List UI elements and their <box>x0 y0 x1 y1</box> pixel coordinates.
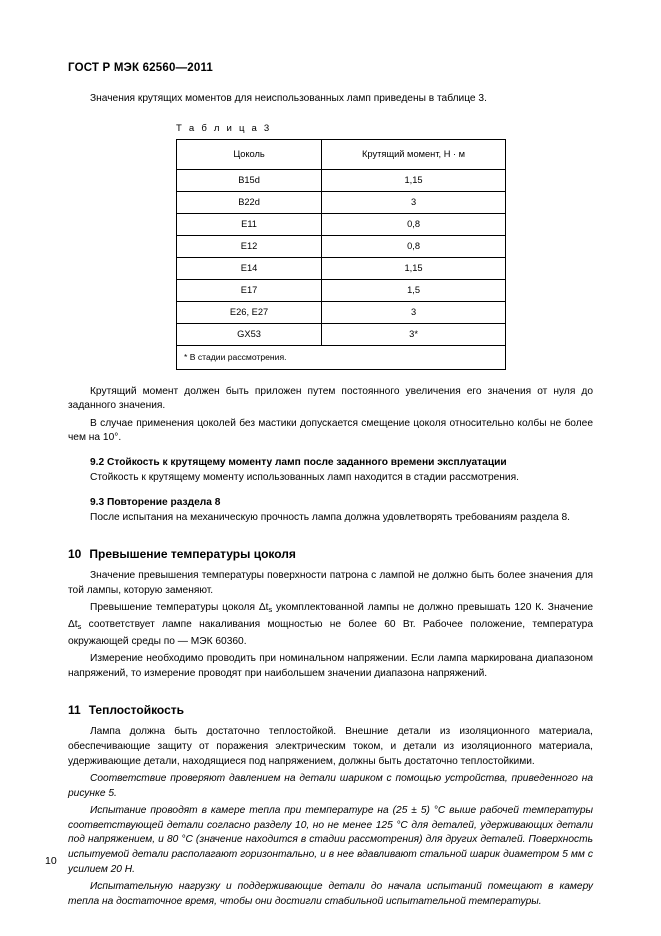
table-row <box>177 213 506 235</box>
table-row <box>177 257 506 279</box>
paragraph-11-1: Лампа должна быть достаточно теплостойкой. Внешние детали из изоляционного материала, обеспечивающие защиту от поражения электрическим током, и детали из изоляционного материала, удерживающие детали, находящиеся под напряжением, должны быть достаточно теплостойкими. <box>68 726 593 767</box>
cell-torque: 1,15 <box>322 169 506 191</box>
table-row <box>177 169 506 191</box>
cell-socket: E11 <box>177 213 322 235</box>
paragraph-10-2 <box>68 601 593 649</box>
paragraph-11-2: Соответствие проверяют давлением на детали шариком с помощью устройства, приведенного на рисунке 5. <box>68 773 593 799</box>
page-content <box>68 92 593 909</box>
p10-2-part-c: соответствует лампе накаливания мощностью не более 60 Вт. Рабочее положение, температура окружающей среды по — МЭК 60360. <box>68 618 593 647</box>
cell-socket: E14 <box>177 257 322 279</box>
table-row <box>177 279 506 301</box>
p10-2-part-a: Превышение температуры цоколя Δt <box>90 602 269 614</box>
cell-torque: 3 <box>322 191 506 213</box>
paragraph-9-3: После испытания на механическую прочность лампа должна удовлетворять требованиям раздела 8. <box>90 511 570 523</box>
p10-2-part-b: укомплектованной лампы не должно превышать 120 К. Значение Δt <box>68 602 593 630</box>
cell-torque: 3* <box>322 323 506 345</box>
section-11-title: Теплостойкость <box>88 703 185 718</box>
cell-socket: GX53 <box>177 323 322 345</box>
table-header-row <box>177 139 506 169</box>
cell-torque: 0,8 <box>322 235 506 257</box>
page-number: 10 <box>45 855 57 867</box>
table-row <box>177 301 506 323</box>
p10-2-subscript-2: s <box>77 621 82 631</box>
heading-section-11 <box>68 703 593 717</box>
cell-torque: 3 <box>322 301 506 323</box>
paragraph-11-3: Испытание проводят в камере тепла при температуре на (25 ± 5) °С выше рабочей температуры соответствующей детали согласно разделу 10, но не менее 125 °С для деталей, удерживающих детали под напряжением, и 80 °С (значение находится в стадии рассмотрения) для других деталей. Поверхность испытуемой детали располагают горизонтально, и в нее вдавливают стальной шарик диаметром 5 мм с усилием 20 Н. <box>68 805 593 875</box>
paragraph-9-2: Стойкость к крутящему моменту использованных ламп находится в стадии рассмотрения. <box>90 471 519 483</box>
page-header: ГОСТ Р МЭК 62560—2011 <box>68 62 214 74</box>
paragraph-10-1: Значение превышения температуры поверхности патрона с лампой не должно быть более значения для той лампы, которую заменяют. <box>68 570 593 596</box>
table-row <box>177 191 506 213</box>
p10-2-subscript-1: s <box>268 605 273 615</box>
column-header-torque: Крутящий момент, Н · м <box>322 139 506 169</box>
section-10-title: Превышение температуры цоколя <box>89 547 296 562</box>
heading-section-10 <box>68 547 593 561</box>
section-11-number: 11 <box>68 703 81 718</box>
table-row <box>177 235 506 257</box>
column-header-socket: Цоколь <box>177 139 322 169</box>
paragraph-no-mastic: В случае применения цоколей без мастики допускается смещение цоколя относительно колбы не более чем на 10°. <box>68 417 593 444</box>
cell-socket: E12 <box>177 235 322 257</box>
cell-torque: 1,15 <box>322 257 506 279</box>
torque-table <box>176 139 506 370</box>
section-10-number: 10 <box>68 547 82 562</box>
cell-socket: B22d <box>177 191 322 213</box>
cell-torque: 1,5 <box>322 279 506 301</box>
cell-torque: 0,8 <box>322 213 506 235</box>
intro-paragraph: Значения крутящих моментов для неиспользованных ламп приведены в таблице 3. <box>90 93 487 104</box>
paragraph-torque-application: Крутящий момент должен быть приложен путем постоянного увеличения его значения от нуля до заданного значения. <box>68 385 593 412</box>
cell-socket: B15d <box>177 169 322 191</box>
cell-socket: E17 <box>177 279 322 301</box>
table-row <box>177 323 506 345</box>
table-footnote: * В стадии рассмотрения. <box>177 345 506 369</box>
paragraph-10-3: Измерение необходимо проводить при номинальном напряжении. Если лампа маркирована диапазоном напряжений, то измерение проводят при наибольшем значении диапазона напряжений. <box>68 653 593 679</box>
table-footnote-row <box>177 345 506 369</box>
heading-9-2: 9.2 Стойкость к крутящему моменту ламп после заданного времени эксплуатации <box>90 456 507 468</box>
cell-socket: E26, E27 <box>177 301 322 323</box>
paragraph-11-4: Испытательную нагрузку и поддерживающие детали до начала испытаний помещают в камеру тепла на достаточное время, чтобы они достигли стабильной испытательной температуры. <box>68 881 593 907</box>
table-caption: Т а б л и ц а 3 <box>176 122 272 134</box>
heading-9-3: 9.3 Повторение раздела 8 <box>90 496 221 508</box>
